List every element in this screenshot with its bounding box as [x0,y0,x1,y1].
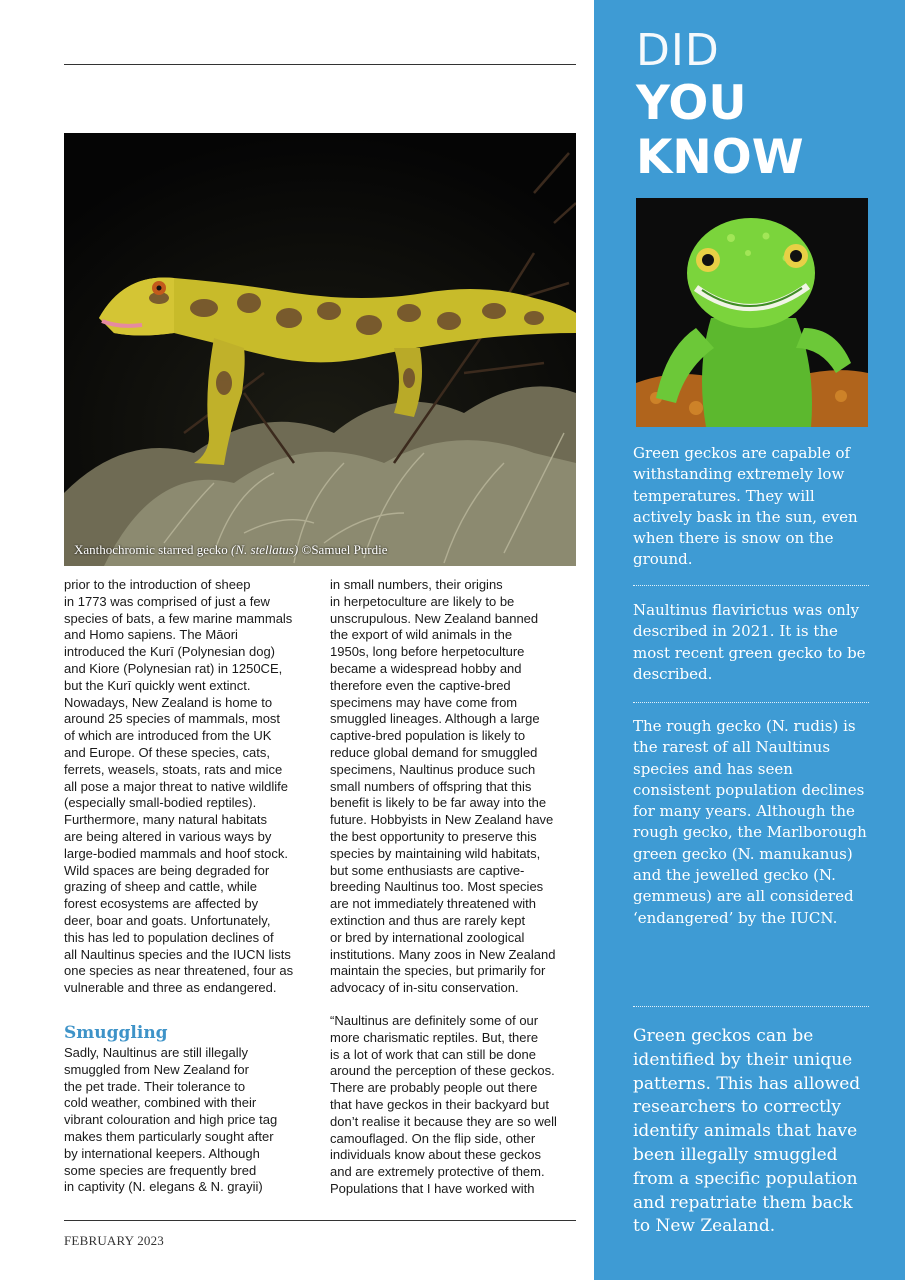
green-gecko-photo [636,198,868,427]
article-quote-paragraph: “Naultinus are definitely some of our more charismatic reptiles. But, there is a lot of work that can still be done around the perception of these geckos. There are probably people out there that have geckos in their backyard but don’t realise it because they are so well camouflaged. On the flip side, other individuals know about these geckos and are extremely protective of them. Populations that I have worked with [330,1013,557,1196]
fact-rough-gecko: The rough gecko (N. rudis) is the rarest of all Naultinus species and has seen consistent population declines for many years. Although the rough gecko, the Marlborough green gecko (N. manukanus) and the jewelled gecko (N. gemmeus) are all considered ‘endangered’ by the IUCN. [633,717,867,927]
article-paragraph: in small numbers, their origins in herpetoculture are likely to be unscrupulous. New Zealand banned the export of wild animals in the 1950s, long before herpetoculture became a widespread hobby and therefore even the captive-bred specimens may have come from smuggled lineages. Although a large captive-bred population is likely to reduce global demand for smuggled specimens, Naultinus produce such small numbers of offspring that this benefit is likely to be far away into the future. Hobbyists in New Zealand have the best opportunity to preserve this species by maintaining wild habitats, but some enthusiasts are captive- breeding Naultinus too. Most species are not immediately threatened with extinction and thus are rarely kept or bred by international zoological institutions. Many zoos in New Zealand maintain the species, but primarily for advocacy of in-situ conservation. [330,577,556,996]
fact-unique-patterns: Green geckos can be identified by their unique patterns. This has allowed researchers to correctly identify animals that have been illegally smuggled from a specific population and repatriate them back to New Zealand. [633,1026,861,1237]
sidebar-title-know: KNOW [636,130,804,185]
caption-species: (N. stellatus) [231,542,299,557]
article-column-2-quote [330,1013,576,1198]
green-gecko-illustration [636,198,868,427]
starred-gecko-photo [64,133,576,566]
fact-cold-tolerance: Green geckos are capable of withstanding extremely low temperatures. They will actively bask in the sun, even when there is snow on the ground. [633,444,858,569]
starred-gecko-illustration [64,133,576,566]
article-paragraph: prior to the introduction of sheep in 1773 was comprised of just a few species of bats, a few marine mammals and Homo sapiens. The Māori introduced the Kurī (Polynesian dog) and Kiore (Polynesian rat) in 1250CE, but the Kurī quickly went extinct. Nowadays, New Zealand is home to around 25 species of mammals, most of which are introduced from the UK and Europe. Of these species, cats, ferrets, weasels, stoats, rats and mice all pose a major threat to native wildlife (especially small-bodied reptiles). Furthermore, many natural habitats are being altered in various ways by large-bodied mammals and hoof stock. Wild spaces are being degraded for grazing of sheep and cattle, while forest ecosystems are affected by deer, boar and goats. Unfortunately, this has led to population declines of all Naultinus species and the IUCN lists one species as near threatened, four as vulnerable and three as endangered. [64,577,294,996]
header-rule [64,64,576,65]
issue-date: FEBRUARY 2023 [64,1233,164,1248]
dotted-divider [633,702,869,703]
smuggling-heading: Smuggling [64,1023,168,1043]
dotted-divider [633,585,869,586]
article-column-1 [64,577,314,997]
caption-name: Xanthochromic starred gecko [74,542,228,557]
article-column-1-continued [64,1045,314,1196]
dotted-divider [633,1006,869,1007]
sidebar-title-you: YOU [636,76,747,131]
photo-caption [74,542,388,558]
sidebar-title-did: DID [636,25,720,76]
article-column-2 [330,577,576,997]
caption-credit: ©Samuel Purdie [301,542,388,557]
footer-rule [64,1220,576,1221]
article-paragraph: Sadly, Naultinus are still illegally smuggled from New Zealand for the pet trade. Their tolerance to cold weather, combined with their vibrant colouration and high price tag makes them particularly sought after by international keepers. Although some species are frequently bred in captivity (N. elegans & N. grayii) [64,1045,278,1195]
fact-flavirictus: Naultinus flavirictus was only described in 2021. It is the most recent green gecko to be described. [633,601,866,683]
